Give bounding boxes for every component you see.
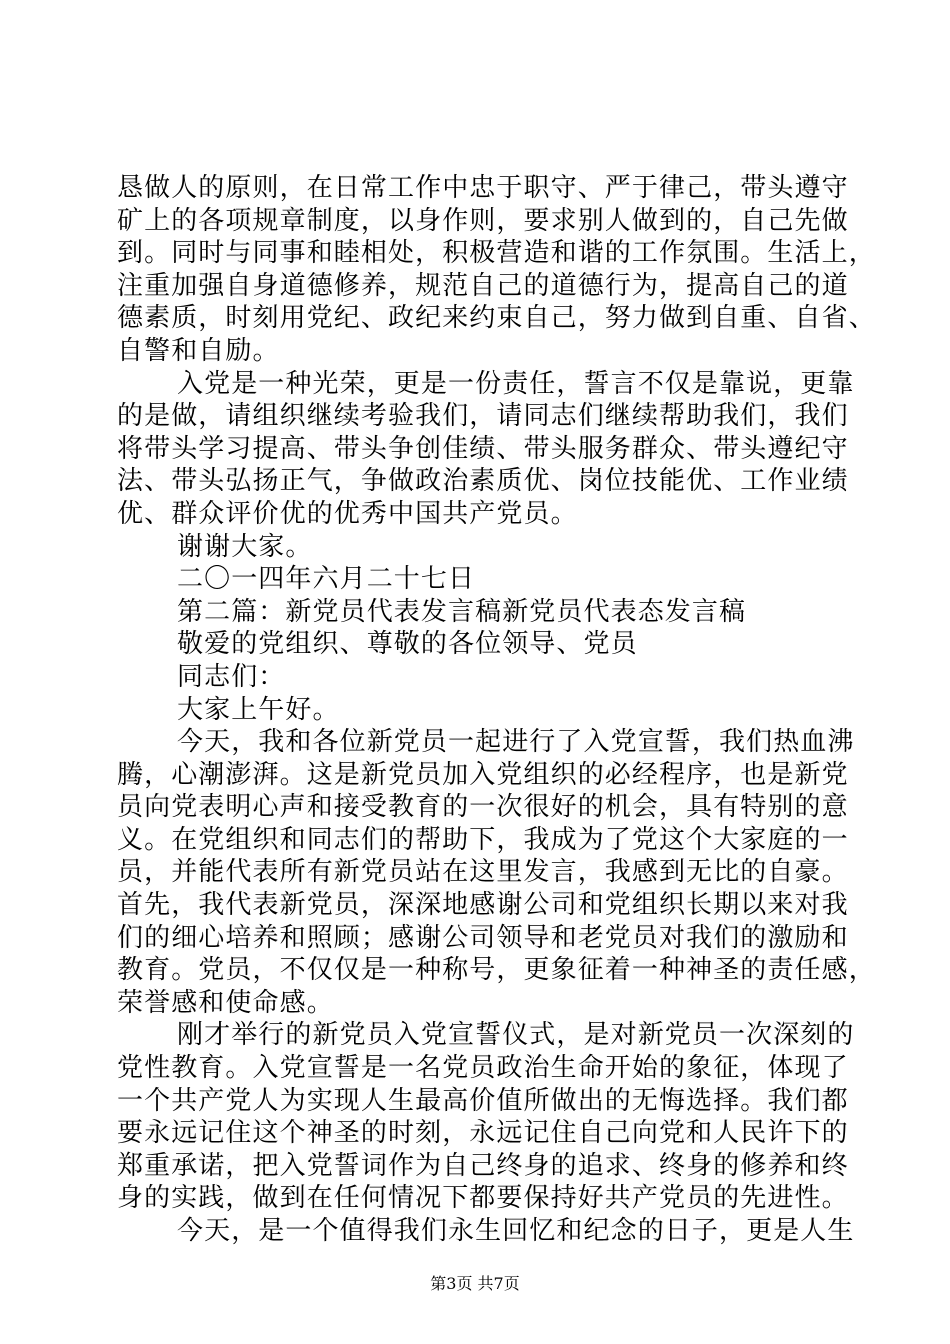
text-line: 腾，心潮澎湃。这是新党员加入党组织的必经程序，也是新党 <box>117 759 849 790</box>
text-line: 一个共产党人为实现人生最高价值所做出的无悔选择。我们都 <box>117 1085 849 1116</box>
text-line: 恳做人的原则，在日常工作中忠于职守、严于律己，带头遵守 <box>117 173 849 203</box>
page-footer: 第3页 共7页 <box>430 1274 520 1293</box>
text-line: 义。在党组织和同志们的帮助下，我成为了党这个大家庭的一 <box>117 824 849 855</box>
text-line: 今天，我和各位新党员一起进行了入党宣誓，我们热血沸 <box>177 727 855 758</box>
text-line: 员向党表明心声和接受教育的一次很好的机会，具有特别的意 <box>117 792 849 823</box>
text-line: 同志们： <box>177 661 286 692</box>
text-line: 郑重承诺，把入党誓词作为自己终身的追求、终身的修养和终 <box>117 1150 849 1181</box>
text-line: 第二篇：新党员代表发言稿新党员代表态发言稿 <box>177 596 747 627</box>
text-line: 注重加强自身道德修养，规范自己的道德行为，提高自己的道 <box>117 270 849 301</box>
text-line: 党性教育。入党宣誓是一名党员政治生命开始的象征，体现了 <box>117 1053 849 1084</box>
text-line: 今天，是一个值得我们永生回忆和纪念的日子，更是人生 <box>177 1216 855 1246</box>
text-line: 的是做，请组织继续考验我们，请同志们继续帮助我们，我们 <box>117 401 849 432</box>
text-line: 自警和自励。 <box>117 335 280 366</box>
text-line: 矿上的各项规章制度，以身作则，要求别人做到的，自己先做 <box>117 205 849 236</box>
text-line: 员，并能代表所有新党员站在这里发言，我感到无比的自豪。 <box>117 857 849 888</box>
text-line: 首先，我代表新党员，深深地感谢公司和党组织长期以来对我 <box>117 890 849 921</box>
text-line: 荣誉感和使命感。 <box>117 987 334 1018</box>
text-line: 德素质，时刻用党纪、政纪来约束自己，努力做到自重、自省、 <box>117 303 876 334</box>
text-line: 谢谢大家。 <box>177 531 313 562</box>
text-line: 到。同时与同事和睦相处，积极营造和谐的工作氛围。生活上， <box>117 238 876 269</box>
text-line: 二〇一四年六月二十七日 <box>177 564 476 595</box>
text-line: 优、群众评价优的优秀中国共产党员。 <box>117 498 578 529</box>
text-line: 要永远记住这个神圣的时刻，永远记住自己向党和人民许下的 <box>117 1118 849 1149</box>
text-line: 将带头学习提高、带头争创佳绩、带头服务群众、带头遵纪守 <box>117 433 849 464</box>
text-line: 敬爱的党组织、尊敬的各位领导、党员 <box>177 629 638 660</box>
text-line: 法、带头弘扬正气，争做政治素质优、岗位技能优、工作业绩 <box>117 466 849 497</box>
text-line: 教育。党员，不仅仅是一种称号，更象征着一种神圣的责任感， <box>117 955 876 986</box>
text-line: 刚才举行的新党员入党宣誓仪式，是对新党员一次深刻的 <box>177 1020 855 1051</box>
text-line: 大家上午好。 <box>177 694 340 725</box>
text-line: 们的细心培养和照顾；感谢公司领导和老党员对我们的激励和 <box>117 922 849 953</box>
text-line: 身的实践，做到在任何情况下都要保持好共产党员的先进性。 <box>117 1183 849 1214</box>
text-line: 入党是一种光荣，更是一份责任，誓言不仅是靠说，更靠 <box>177 368 855 399</box>
document-body <box>117 172 876 1248</box>
